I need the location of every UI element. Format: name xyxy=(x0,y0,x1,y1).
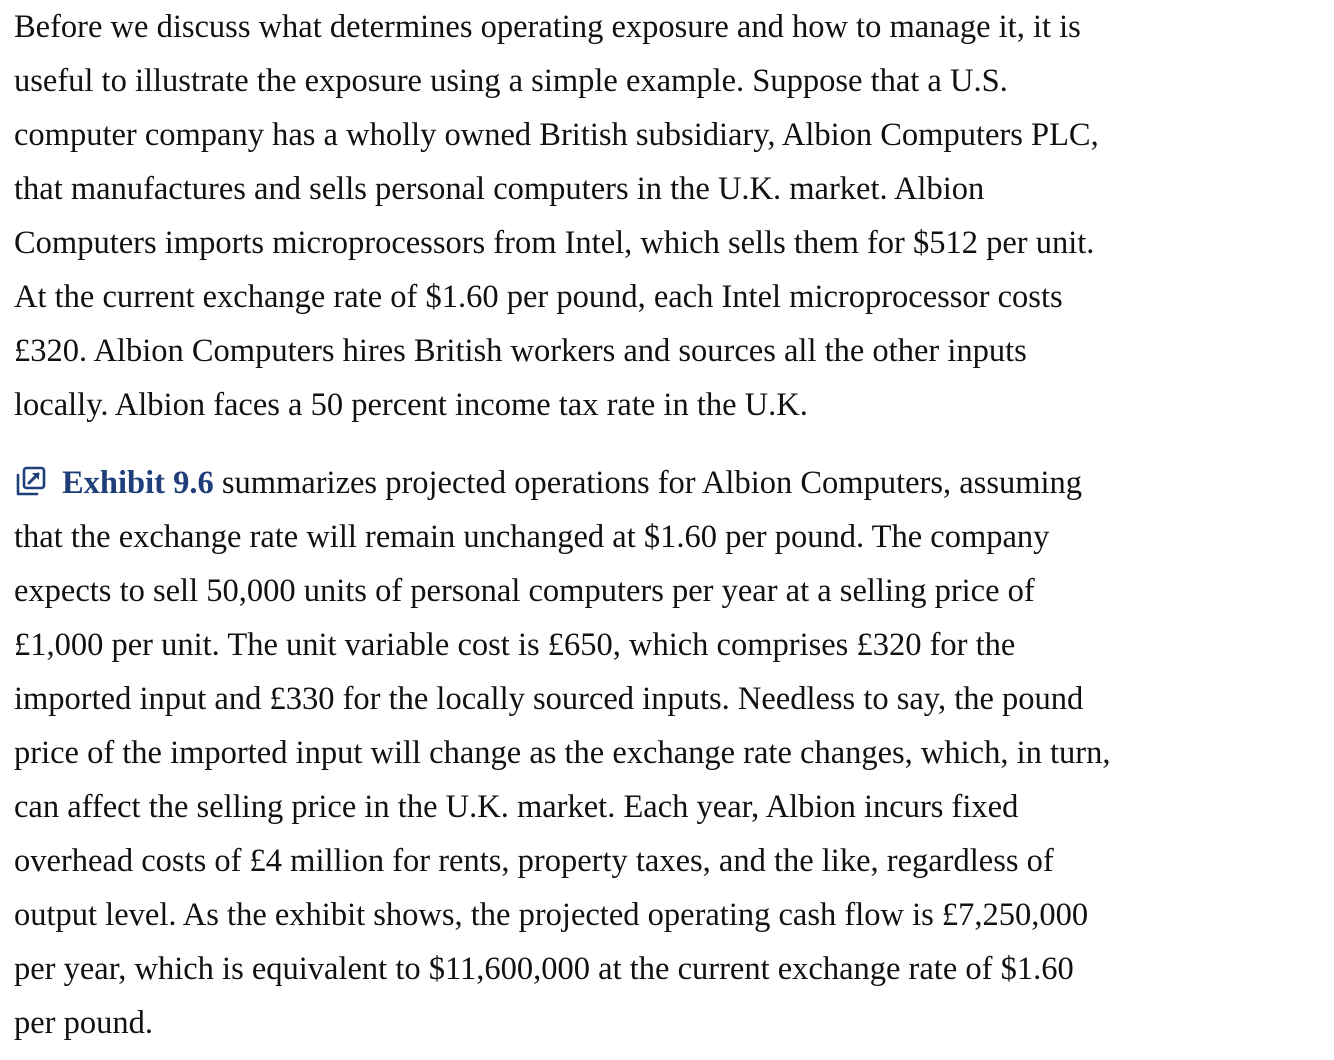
text-line: Before we discuss what determines operating exposure and how to manage it, it is xyxy=(14,9,1081,45)
text-line: per year, which is equivalent to $11,600,000 at the current exchange rate of $1.60 xyxy=(14,951,1074,987)
text-line: per pound. xyxy=(14,1005,153,1041)
text-line: £1,000 per unit. The unit variable cost is £650, which comprises £320 for the xyxy=(14,627,1016,663)
text-line: price of the imported input will change as the exchange rate changes, which, in turn, xyxy=(14,735,1111,771)
text-line: that the exchange rate will remain unchanged at $1.60 per pound. The company xyxy=(14,519,1050,555)
text-segment: summarizes projected operations for Albion Computers, assuming xyxy=(213,465,1083,501)
text-line: £320. Albion Computers hires British workers and sources all the other inputs xyxy=(14,333,1027,369)
text-line: expects to sell 50,000 units of personal computers per year at a selling price of xyxy=(14,573,1035,609)
text-line: can affect the selling price in the U.K. market. Each year, Albion incurs fixed xyxy=(14,789,1019,825)
text-line: Computers imports microprocessors from Intel, which sells them for $512 per unit. xyxy=(14,225,1095,261)
text-line: locally. Albion faces a 50 percent income tax rate in the U.K. xyxy=(14,387,808,423)
text-line: computer company has a wholly owned British subsidiary, Albion Computers PLC, xyxy=(14,117,1099,153)
text-line: overhead costs of £4 million for rents, property taxes, and the like, regardless of xyxy=(14,843,1054,879)
paragraph-intro xyxy=(14,0,1324,432)
text-line: useful to illustrate the exposure using a simple example. Suppose that a U.S. xyxy=(14,63,1008,99)
paragraph-exhibit xyxy=(14,456,1324,1050)
text-line-with-link xyxy=(14,456,1324,510)
text-line: imported input and £330 for the locally sourced inputs. Needless to say, the pound xyxy=(14,681,1084,717)
text-line: that manufactures and sells personal computers in the U.K. market. Albion xyxy=(14,171,985,207)
text-line: At the current exchange rate of $1.60 per pound, each Intel microprocessor costs xyxy=(14,279,1063,315)
external-link-icon[interactable] xyxy=(14,461,48,495)
exhibit-link[interactable]: Exhibit 9.6 xyxy=(62,465,214,501)
text-line: output level. As the exhibit shows, the projected operating cash flow is £7,250,000 xyxy=(14,897,1089,933)
document-body xyxy=(14,0,1324,1050)
